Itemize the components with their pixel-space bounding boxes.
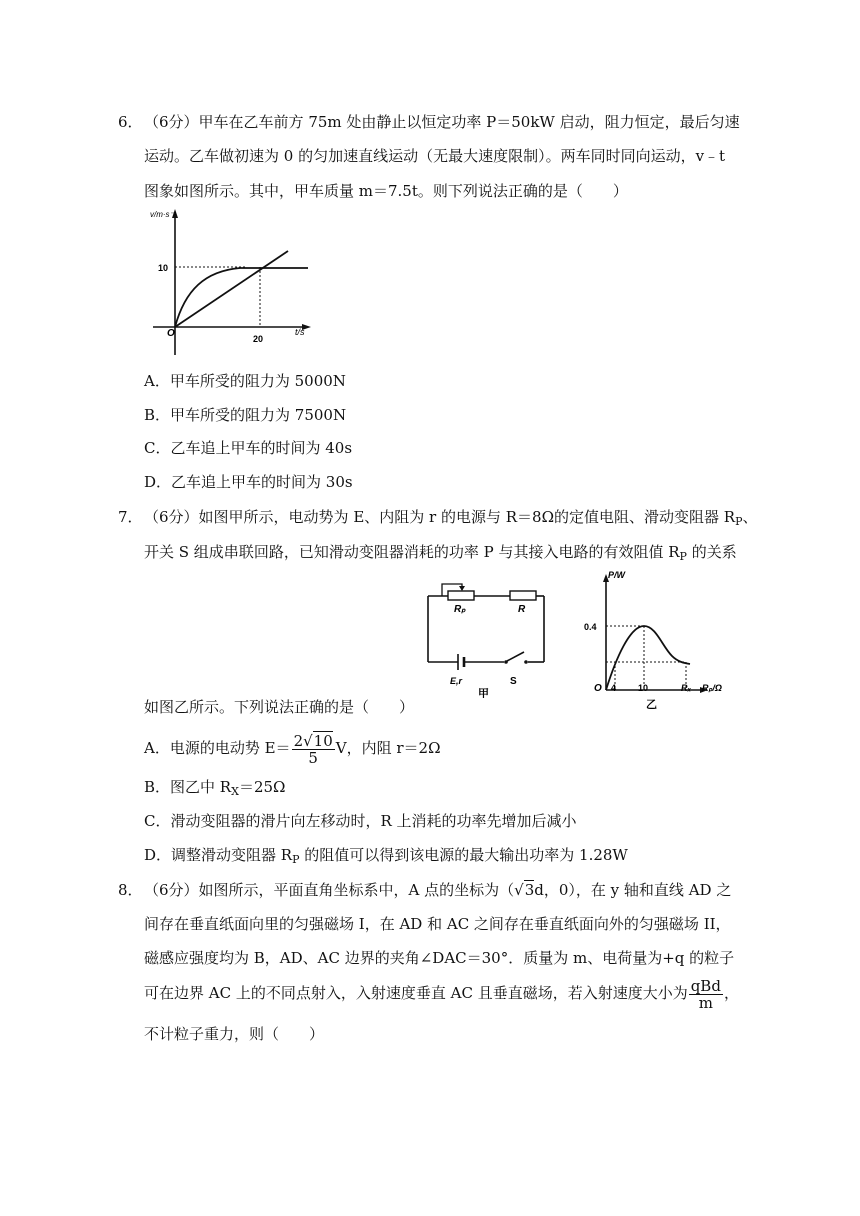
q7-circuit-caption: 甲	[478, 688, 489, 698]
q7-option-a-denominator: 5	[308, 748, 318, 767]
q8-number: 8．	[118, 881, 143, 899]
q7-option-c: C．滑动变阻器的滑片向左移动时，R 上消耗的功率先增加后减小	[144, 812, 577, 830]
q8-velocity-fraction	[689, 978, 723, 1011]
q7-pgraph-x-label: Rₚ/Ω	[702, 683, 722, 693]
q7-circuit-rp-label: Rₚ	[454, 604, 466, 615]
q7-stem-line-1	[144, 507, 758, 532]
q8-velocity-denominator: m	[698, 993, 713, 1012]
q7-option-a-coef: 2	[293, 731, 304, 750]
q6-stem-line-3: 图象如图所示。其中，甲车质量 m＝7.5t。则下列说法正确的是（ ）	[144, 182, 628, 200]
q8-stem-line-2: 间存在垂直纸面向里的匀强磁场 I，在 AD 和 AC 之间存在垂直纸面向外的匀强磁场 II，	[144, 915, 731, 933]
q6-graph-y-tick: 10	[158, 263, 169, 273]
q7-pgraph-y-tick: 0.4	[584, 622, 597, 632]
q7-circuit-diagram	[418, 578, 553, 698]
q8-line1-radicand: 3	[524, 881, 535, 899]
q6-graph-x-label: t/s	[295, 327, 305, 337]
q6-graph-x-tick: 20	[253, 334, 264, 344]
q7-line2-b: 的关系	[686, 543, 737, 561]
q7-option-b-sub: X	[231, 785, 239, 798]
q7-option-a	[144, 730, 441, 766]
q7-option-b-post: ＝25Ω	[238, 778, 286, 796]
q7-circuit-r-label: R	[518, 604, 526, 615]
q8-line4-a: 可在边界 AC 上的不同点射入，入射速度垂直 AC 且垂直磁场，若入射速度大小为	[144, 984, 688, 1002]
q6-option-c: C．乙车追上甲车的时间为 40s	[144, 439, 353, 457]
q6-option-d: D．乙车追上甲车的时间为 30s	[144, 473, 353, 491]
q7-pgraph-caption: 乙	[646, 699, 657, 711]
q7-option-d-pre: D．调整滑动变阻器 R	[144, 846, 293, 864]
q8-stem-line-5: 不计粒子重力，则（ ）	[144, 1025, 325, 1043]
q6-option-a: A．甲车所受的阻力为 5000N	[144, 372, 346, 390]
q8-stem-line-3: 磁感应强度均为 B，AD、AC 边界的夹角∠DAC＝30°．质量为 m、电荷量为+q 的粒子	[144, 949, 735, 967]
q7-pgraph-y-label: P/W	[608, 570, 625, 580]
q6-stem-line-2: 运动。乙车做初速为 0 的匀加速直线运动（无最大速度限制）。两车同时同向运动，v﹣t	[144, 147, 726, 165]
q7-option-d	[144, 845, 628, 870]
q6-stem-line-1: （6分）甲车在乙车前方 75m 处由静止以恒定功率 P＝50kW 启动，阻力恒定，最后匀速	[144, 113, 740, 131]
q8-line1-b: d，0），在 y 轴和直线 AD 之	[534, 881, 732, 899]
q7-option-d-post: 的阻值可以得到该电源的最大输出功率为 1.28W	[299, 846, 628, 864]
q8-line4-b: ，	[723, 984, 739, 1002]
q7-pgraph-x-tick-1: 4	[611, 683, 617, 693]
q6-option-b: B．甲车所受的阻力为 7500N	[144, 406, 347, 424]
q7-pgraph-origin: O	[594, 683, 602, 694]
q7-option-a-pre: A．电源的电动势 E＝	[144, 739, 291, 757]
q7-option-b	[144, 777, 285, 802]
q7-option-d-sub: P	[292, 853, 300, 866]
q6-vt-graph	[145, 205, 320, 360]
q7-power-graph	[582, 566, 732, 711]
q7-pgraph-x-tick-3: Rₓ	[681, 683, 692, 693]
q7-pgraph-x-tick-2: 10	[638, 683, 649, 693]
q7-option-a-post: V，内阻 r＝2Ω	[335, 739, 441, 757]
q7-option-a-fraction: $\frac{2√10}{5}$	[293, 731, 333, 767]
q6-graph-y-label: v/m·s⁻¹	[150, 210, 177, 219]
q7-stem-line-3: 如图乙所示。下列说法正确的是（ ）	[144, 698, 415, 716]
q8-stem-line-1: （6分）如图所示，平面直角坐标系中，A 点的坐标为（√3d，0），在 y 轴和直线 AD 之	[144, 881, 732, 899]
q7-option-a-radicand: 10	[313, 731, 333, 750]
q7-line1-b: 、	[742, 508, 758, 526]
q8-line1-a: （6分）如图所示，平面直角坐标系中，A 点的坐标为（	[144, 881, 515, 899]
q7-stem-line-2	[144, 542, 737, 567]
q7-line1-sub: P	[735, 515, 743, 528]
q8-stem-line-4	[144, 975, 739, 1011]
q7-number: 7．	[118, 508, 143, 526]
q7-circuit-battery-label: E,r	[450, 676, 463, 686]
q7-option-b-pre: B．图乙中 R	[144, 778, 232, 796]
q7-line2-sub: P	[679, 550, 687, 563]
q7-line1-a: （6分）如图甲所示，电动势为 E、内阻为 r 的电源与 R＝8Ω的定值电阻、滑动变阻器 R	[144, 508, 736, 526]
q8-velocity-numerator: qBd	[690, 976, 721, 995]
q7-circuit-switch-label: S	[510, 676, 517, 687]
q7-line2-a: 开关 S 组成串联回路，已知滑动变阻器消耗的功率 P 与其接入电路的有效阻值 R	[144, 543, 680, 561]
q6-number: 6．	[118, 113, 143, 131]
q6-graph-origin: O	[167, 328, 175, 339]
